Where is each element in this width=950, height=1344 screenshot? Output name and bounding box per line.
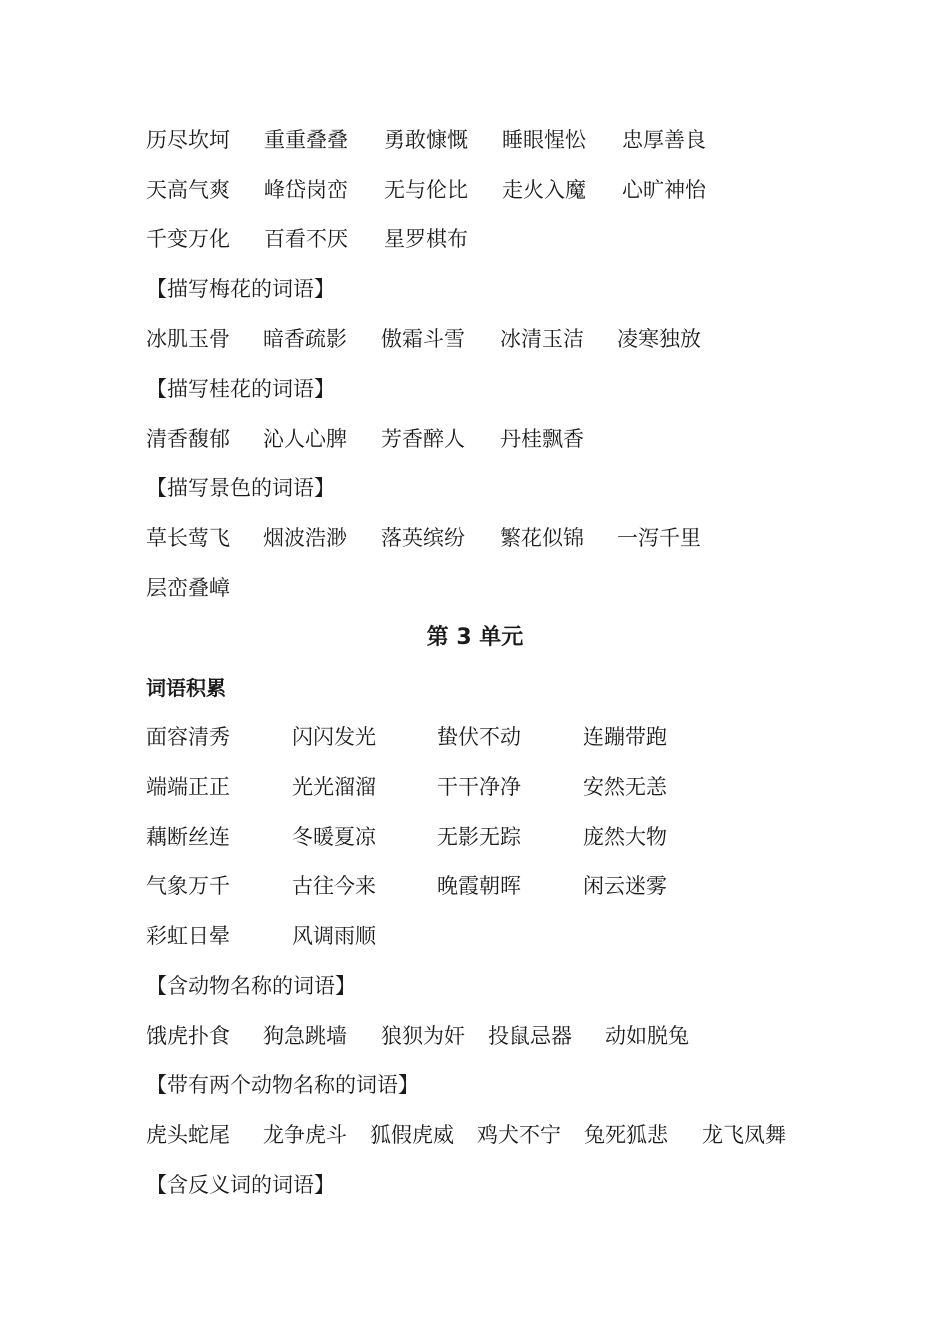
word: 闪闪发光: [292, 725, 376, 749]
word: 冬暖夏凉: [292, 825, 376, 849]
section-heading-animal: 【含动物名称的词语】: [146, 974, 356, 998]
word: 闲云迷雾: [583, 874, 667, 898]
word: 连蹦带跑: [583, 725, 667, 749]
word: 安然无恙: [583, 775, 667, 799]
word: 藕断丝连: [146, 825, 230, 849]
word: 芳香醉人: [381, 427, 465, 451]
word: 心旷神怡: [622, 178, 706, 202]
section-heading-two-animals: 【带有两个动物名称的词语】: [146, 1073, 419, 1097]
word: 鸡犬不宁: [477, 1123, 561, 1147]
word: 端端正正: [146, 775, 230, 799]
word: 庞然大物: [583, 825, 667, 849]
word: 百看不厌: [264, 227, 348, 251]
word: 千变万化: [146, 227, 230, 251]
word: 面容清秀: [146, 725, 230, 749]
word: 天高气爽: [146, 178, 230, 202]
word: 草长莺飞: [146, 526, 230, 550]
word: 无影无踪: [437, 825, 521, 849]
word: 丹桂飘香: [500, 427, 584, 451]
word: 走火入魔: [502, 178, 586, 202]
word: 风调雨顺: [292, 924, 376, 948]
word: 动如脱兔: [605, 1024, 689, 1048]
word: 忠厚善良: [622, 128, 706, 152]
word: 饿虎扑食: [146, 1024, 230, 1048]
word: 光光溜溜: [292, 775, 376, 799]
word: 气象万千: [146, 874, 230, 898]
word: 重重叠叠: [264, 128, 348, 152]
word: 蛰伏不动: [437, 725, 521, 749]
word: 兔死狐悲: [584, 1123, 668, 1147]
section-heading-plum: 【描写梅花的词语】: [146, 277, 335, 301]
word: 虎头蛇尾: [146, 1123, 230, 1147]
word: 龙争虎斗: [263, 1123, 347, 1147]
word: 冰肌玉骨: [146, 327, 230, 351]
word: 星罗棋布: [384, 227, 468, 251]
word: 勇敢慷慨: [384, 128, 468, 152]
word: 古往今来: [292, 874, 376, 898]
section-heading-osmanthus: 【描写桂花的词语】: [146, 377, 335, 401]
word: 暗香疏影: [263, 327, 347, 351]
word: 龙飞凤舞: [702, 1123, 786, 1147]
word: 层峦叠嶂: [146, 576, 230, 600]
word: 傲霜斗雪: [381, 327, 465, 351]
word: 沁人心脾: [263, 427, 347, 451]
word: 历尽坎坷: [146, 128, 230, 152]
word: 清香馥郁: [146, 427, 230, 451]
word: 干干净净: [437, 775, 521, 799]
word: 无与伦比: [384, 178, 468, 202]
word: 繁花似锦: [500, 526, 584, 550]
section-subtitle: 词语积累: [146, 676, 226, 700]
word: 凌寒独放: [617, 327, 701, 351]
word: 晚霞朝晖: [437, 874, 521, 898]
word: 一泻千里: [617, 526, 701, 550]
word: 冰清玉洁: [500, 327, 584, 351]
word: 彩虹日晕: [146, 924, 230, 948]
word: 睡眼惺忪: [502, 128, 586, 152]
word: 狐假虎威: [370, 1123, 454, 1147]
section-heading-antonym: 【含反义词的词语】: [146, 1173, 335, 1197]
word: 峰岱岗峦: [264, 178, 348, 202]
word: 狗急跳墙: [263, 1024, 347, 1048]
word: 投鼠忌器: [488, 1024, 572, 1048]
word: 烟波浩渺: [263, 526, 347, 550]
word: 狼狈为奸: [381, 1024, 465, 1048]
word: 落英缤纷: [381, 526, 465, 550]
section-heading-scenery: 【描写景色的词语】: [146, 476, 335, 500]
unit-title: 第 3 单元: [426, 625, 524, 650]
